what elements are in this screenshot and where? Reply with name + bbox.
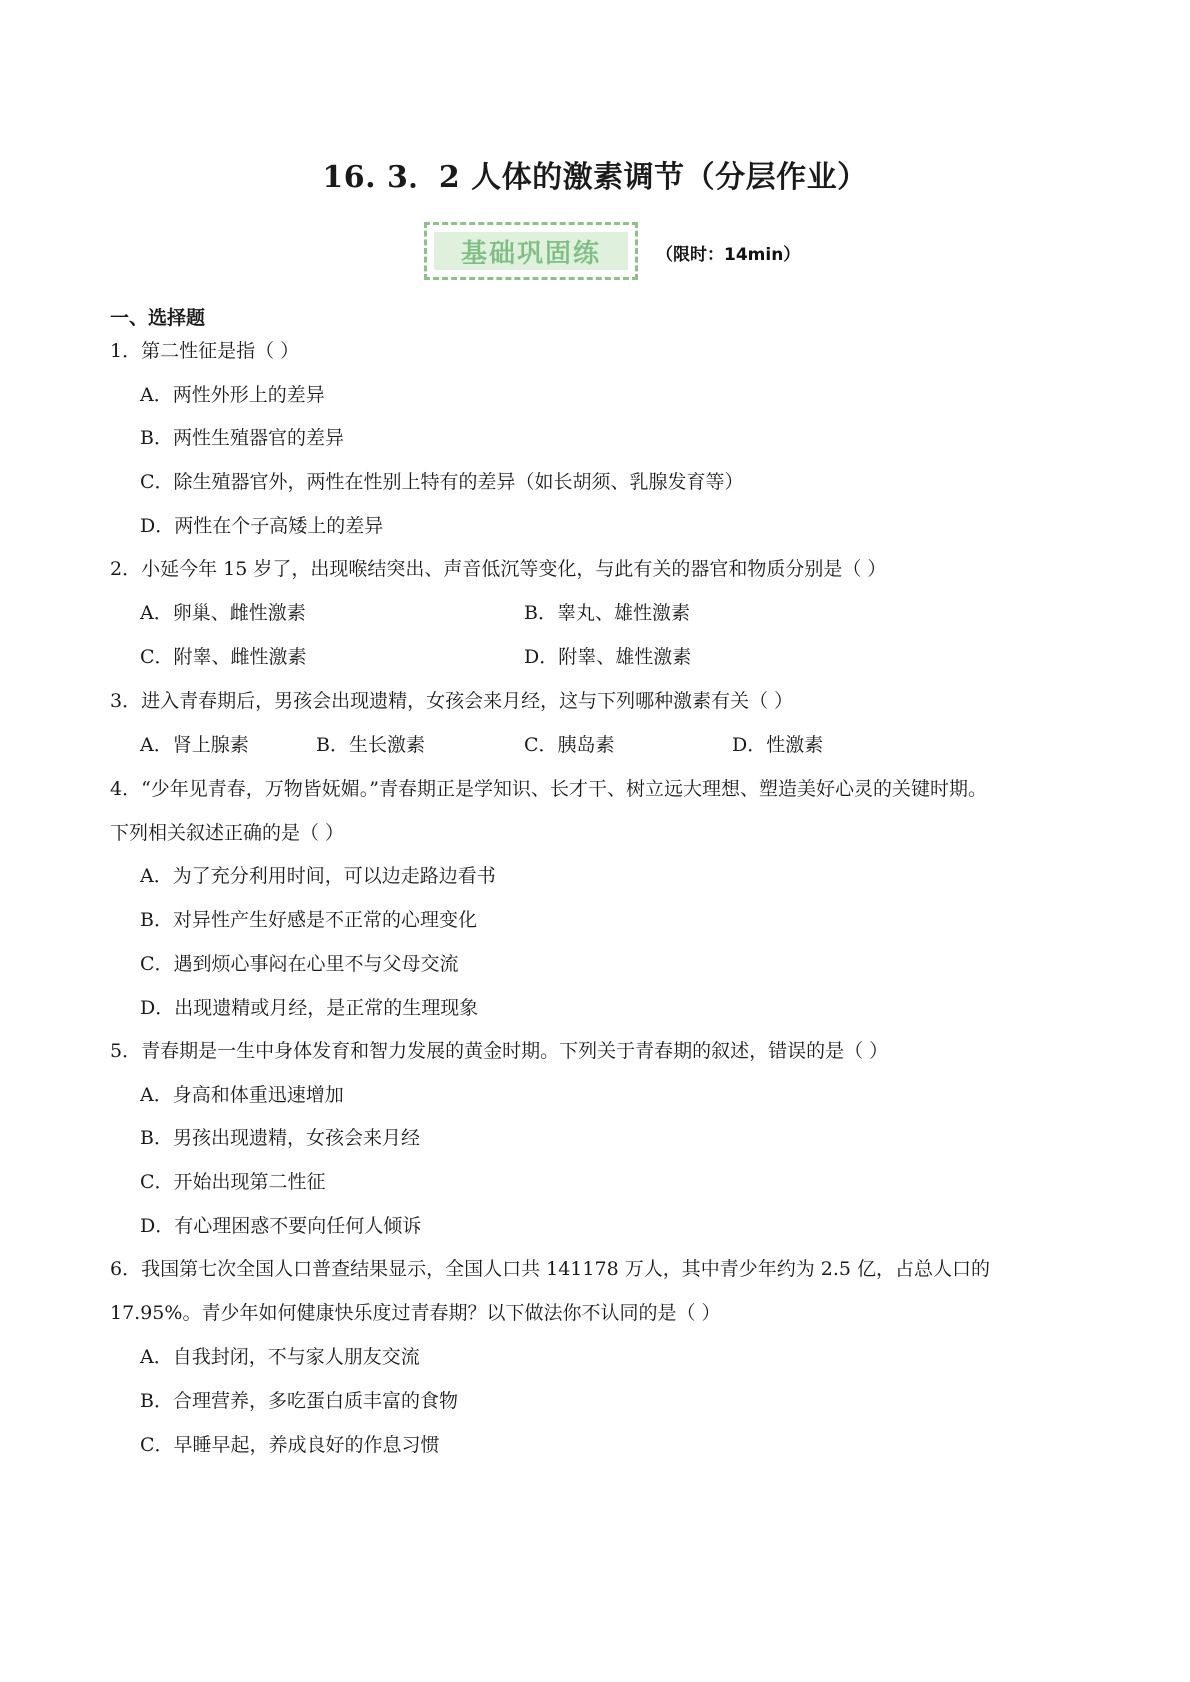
question-3-option-c: C．胰岛素 <box>524 734 615 756</box>
question-6-option-b: B．合理营养，多吃蛋白质丰富的食物 <box>140 1390 458 1412</box>
question-2-option-a: A．卵巢、雌性激素 <box>140 602 306 624</box>
question-6-option-a: A．自我封闭，不与家人朋友交流 <box>140 1346 420 1368</box>
question-4-option-b: B．对异性产生好感是不正常的心理变化 <box>140 909 477 931</box>
question-1-option-b: B．两性生殖器官的差异 <box>140 427 344 449</box>
question-3: 3．进入青春期后，男孩会出现遗精，女孩会来月经，这与下列哪种激素有关（ ） <box>110 690 794 712</box>
question-4-continued: 下列相关叙述正确的是（ ） <box>110 822 345 844</box>
time-limit: （限时：14min） <box>656 245 801 265</box>
question-2-option-b: B．睾丸、雄性激素 <box>524 602 690 624</box>
question-4-option-c: C．遇到烦心事闷在心里不与父母交流 <box>140 953 459 975</box>
question-2-option-c: C．附睾、雌性激素 <box>140 646 307 668</box>
question-5-option-c: C．开始出现第二性征 <box>140 1171 326 1193</box>
question-1-option-d: D．两性在个子高矮上的差异 <box>140 515 384 537</box>
question-2-option-d: D．附睾、雄性激素 <box>524 646 692 668</box>
section-badge-label: 基础巩固练 <box>434 232 628 270</box>
question-5-option-b: B．男孩出现遗精，女孩会来月经 <box>140 1127 420 1149</box>
question-4-option-a: A．为了充分利用时间，可以边走路边看书 <box>140 865 496 887</box>
question-6-continued: 17.95%。青少年如何健康快乐度过青春期？以下做法你不认同的是（ ） <box>110 1302 721 1324</box>
page-title: 16. 3．2 人体的激素调节（分层作业） <box>322 160 868 195</box>
question-2: 2．小延今年 15 岁了，出现喉结突出、声音低沉等变化，与此有关的器官和物质分别是（ ） <box>110 558 887 580</box>
question-6: 6．我国第七次全国人口普查结果显示，全国人口共 141178 万人，其中青少年约为 2.5 亿，占总人口的 <box>110 1258 990 1280</box>
question-4-option-d: D．出现遗精或月经，是正常的生理现象 <box>140 997 479 1019</box>
section-heading: 一、选择题 <box>110 307 206 329</box>
question-3-option-a: A．肾上腺素 <box>140 734 249 756</box>
question-5-option-a: A．身高和体重迅速增加 <box>140 1084 344 1106</box>
question-3-option-d: D．性激素 <box>732 734 824 756</box>
question-1-option-c: C．除生殖器官外，两性在性别上特有的差异（如长胡须、乳腺发育等） <box>140 471 744 493</box>
question-5: 5．青春期是一生中身体发育和智力发展的黄金时期。下列关于青春期的叙述，错误的是（ ） <box>110 1040 889 1062</box>
question-1: 1．第二性征是指（ ） <box>110 340 300 362</box>
question-1-option-a: A．两性外形上的差异 <box>140 384 325 406</box>
question-3-option-b: B．生长激素 <box>316 734 425 756</box>
question-6-option-c: C．早睡早起，养成良好的作息习惯 <box>140 1434 440 1456</box>
question-5-option-d: D．有心理困惑不要向任何人倾诉 <box>140 1215 422 1237</box>
section-badge <box>424 222 638 280</box>
question-4: 4．“少年见青春，万物皆妩媚。”青春期正是学知识、长才干、树立远大理想、塑造美好心灵的关键时期。 <box>110 778 988 800</box>
